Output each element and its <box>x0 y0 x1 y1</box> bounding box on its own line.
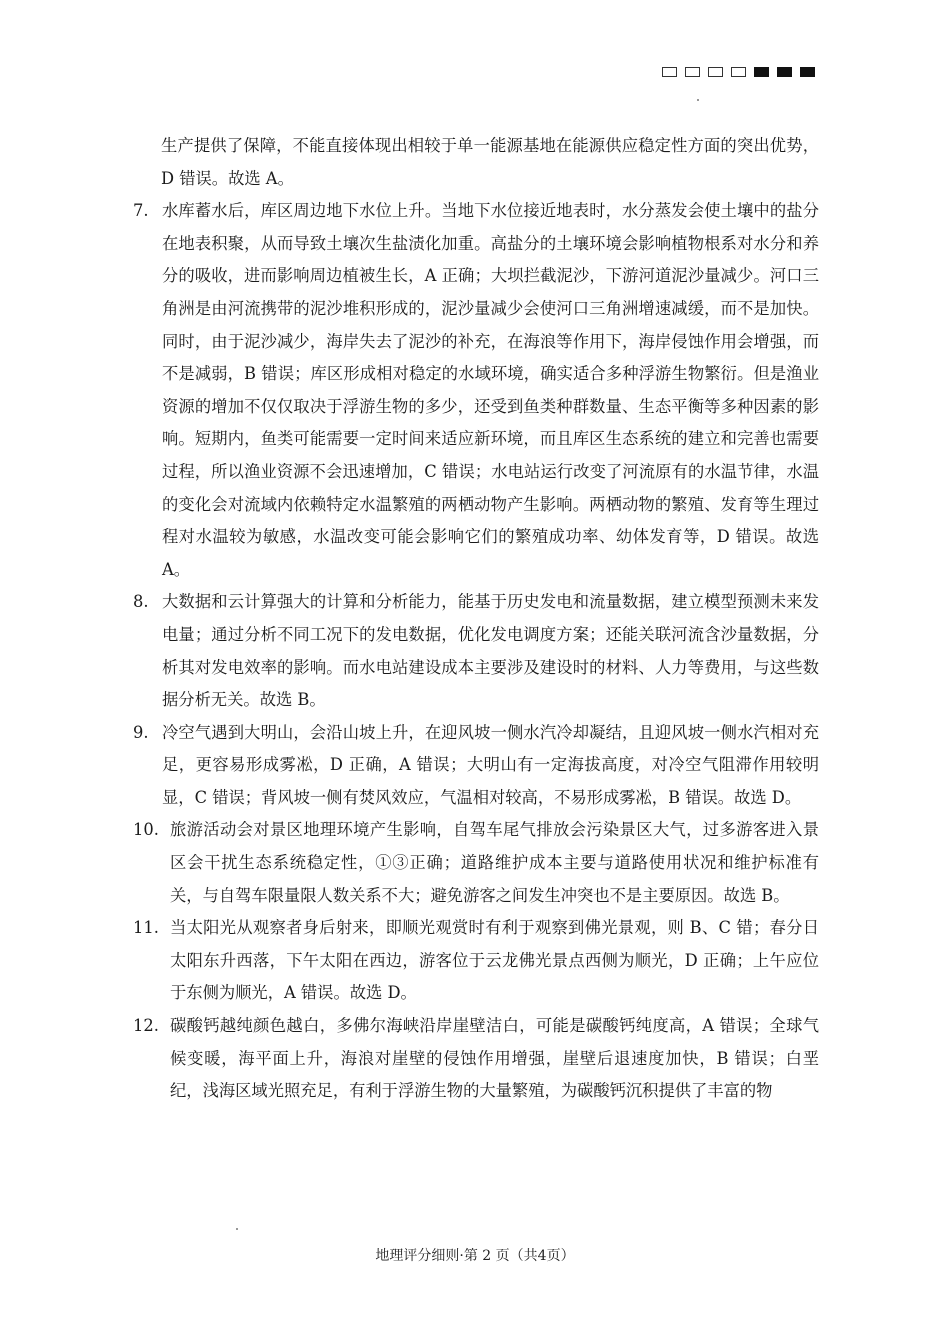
answer-text: 碳酸钙越纯颜色越白，多佛尔海峡沿岸崖壁洁白，可能是碳酸钙纯度高，A 错误；全球气候变暖，海平面上升，海浪对崖壁的侵蚀作用增强，崖壁后退速度加快，B 错误；白垩纪，浅海区域光照充足，有利于浮游生物的大量繁殖，为碳酸钙沉积提供了丰富的物 <box>170 1016 819 1101</box>
empty-square-mark <box>708 67 723 77</box>
filled-square-mark <box>777 67 792 77</box>
answer-text: 水库蓄水后，库区周边地下水位上升。当地下水位接近地表时，水分蒸发会使土壤中的盐分在地表积聚，从而导致土壤次生盐渍化加重。高盐分的土壤环境会影响植物根系对水分和养分的吸收，进而影响周边植被生长，A 正确；大坝拦截泥沙，下游河道泥沙量减少。河口三角洲是由河流携带的泥沙堆积形成的，泥沙量减少会使河口三角洲增速减缓，而不是加快。同时，由于泥沙减少，海岸失去了泥沙的补充，在海浪等作用下，海岸侵蚀作用会增强，而不是减弱，B 错误；库区形成相对稳定的水域环境，确实适合多种浮游生物繁衍。但是渔业资源的增加不仅仅取决于浮游生物的多少，还受到鱼类种群数量、生态平衡等多种因素的影响。短期内，鱼类可能需要一定时间来适应新环境，而且库区生态系统的建立和完善也需要过程，所以渔业资源不会迅速增加，C 错误；水电站运行改变了河流原有的水温节律，水温的变化会对流域内依赖特定水温繁殖的两栖动物产生影响。两栖动物的繁殖、发育等生理过程对水温较为敏感，水温改变可能会影响它们的繁殖成功率、幼体发育等，D 错误。故选 A。 <box>162 201 819 579</box>
answer-item <box>133 717 819 815</box>
answer-number: 8. <box>133 592 149 612</box>
filled-square-mark <box>800 67 815 77</box>
decorative-dot <box>236 1228 238 1230</box>
answer-text: 旅游活动会对景区地理环境产生影响，自驾车尾气排放会污染景区大气，过多游客进入景区会干扰生态系统稳定性，①③正确；道路维护成本主要与道路使用状况和维护标准有关，与自驾车限量限人数关系不大；避免游客之间发生冲突也不是主要原因。故选 B。 <box>170 820 819 905</box>
answer-list <box>133 195 819 1108</box>
decorative-dot <box>697 99 699 101</box>
answer-item <box>133 1010 819 1108</box>
answer-number: 11. <box>133 918 159 938</box>
continuation-paragraph: 生产提供了保障，不能直接体现出相较于单一能源基地在能源供应稳定性方面的突出优势，D 错误。故选 A。 <box>161 136 819 188</box>
answer-number: 12. <box>133 1016 159 1036</box>
empty-square-mark <box>685 67 700 77</box>
header-marks <box>662 67 815 77</box>
answer-item <box>133 814 819 912</box>
answer-item <box>133 586 819 716</box>
page-footer: 地理评分细则·第 2 页（共4页） <box>375 1248 575 1264</box>
answer-content <box>133 130 819 1108</box>
answer-text: 大数据和云计算强大的计算和分析能力，能基于历史发电和流量数据，建立模型预测未来发电量；通过分析不同工况下的发电数据，优化发电调度方案；还能关联河流含沙量数据，分析其对发电效率的影响。而水电站建设成本主要涉及建设时的材料、人力等费用，与这些数据分析无关。故选 B。 <box>162 592 819 710</box>
answer-item <box>133 195 819 586</box>
answer-text: 当太阳光从观察者身后射来，即顺光观赏时有利于观察到佛光景观，则 B、C 错；春分日太阳东升西落，下午太阳在西边，游客位于云龙佛光景点西侧为顺光，D 正确；上午应位于东侧为顺光，A 错误。故选 D。 <box>170 918 819 1003</box>
answer-text: 冷空气遇到大明山，会沿山坡上升，在迎风坡一侧水汽冷却凝结，且迎风坡一侧水汽相对充足，更容易形成雾凇，D 正确，A 错误；大明山有一定海拔高度，对冷空气阻滞作用较明显，C 错误；背风坡一侧有焚风效应，气温相对较高，不易形成雾凇，B 错误。故选 D。 <box>162 722 819 807</box>
empty-square-mark <box>731 67 746 77</box>
filled-square-mark <box>754 67 769 77</box>
empty-square-mark <box>662 67 677 77</box>
answer-number: 10. <box>133 820 159 840</box>
answer-number: 9. <box>133 722 149 742</box>
answer-number: 7. <box>133 201 149 221</box>
answer-item <box>133 912 819 1010</box>
